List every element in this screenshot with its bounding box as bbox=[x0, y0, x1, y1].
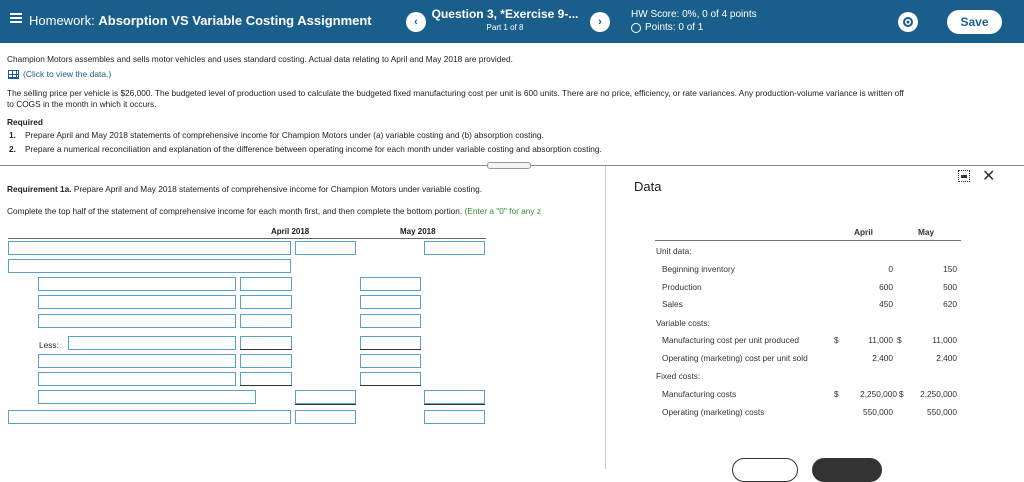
may-value-input[interactable] bbox=[424, 410, 485, 424]
april-sub-input[interactable] bbox=[240, 354, 292, 368]
homework-title bbox=[29, 13, 372, 28]
question-title: Question 3, *Exercise 9-... bbox=[431, 7, 579, 21]
data-row-label: Manufacturing cost per unit produced bbox=[662, 335, 799, 345]
underline bbox=[240, 349, 292, 350]
data-april-value: 0 bbox=[888, 264, 893, 274]
divider-handle[interactable] bbox=[487, 162, 531, 169]
april-sub-input[interactable] bbox=[240, 277, 292, 291]
data-april-value: 2,250,000 bbox=[860, 389, 897, 399]
variable-costs-heading: Variable costs: bbox=[656, 318, 710, 328]
may-value-input[interactable] bbox=[424, 390, 485, 404]
underline bbox=[295, 404, 356, 405]
underline bbox=[360, 349, 421, 350]
may-sub-input[interactable] bbox=[360, 354, 421, 368]
homework-name: Absorption VS Variable Costing Assignment bbox=[98, 13, 372, 28]
table-icon bbox=[8, 70, 19, 79]
data-may-value: 2,400 bbox=[936, 353, 957, 363]
underline bbox=[240, 385, 292, 386]
requirement-text: Prepare April and May 2018 statements of comprehensive income for Champion Motors under variable costing. bbox=[71, 184, 483, 194]
data-row-label: Beginning inventory bbox=[662, 264, 735, 274]
col-header-april: April 2018 bbox=[271, 227, 310, 236]
statement-label-input[interactable] bbox=[38, 295, 236, 309]
req2-number: 2. bbox=[9, 144, 16, 154]
requirement-label: Requirement 1a. bbox=[7, 184, 72, 194]
close-icon[interactable]: ✕ bbox=[982, 168, 996, 185]
requirement-1a bbox=[7, 184, 482, 194]
less-label: Less: bbox=[39, 340, 59, 350]
gear-icon[interactable] bbox=[898, 12, 918, 32]
prev-question-button[interactable]: ‹ bbox=[406, 12, 426, 32]
points-text: Points: 0 of 1 bbox=[645, 22, 704, 33]
data-may-value: 500 bbox=[943, 282, 957, 292]
req2-text: Prepare a numerical reconciliation and explanation of the difference between operating income for each month under variable costing and absorption costing. bbox=[25, 144, 602, 154]
fixed-costs-heading: Fixed costs: bbox=[656, 371, 701, 381]
statement-label-input[interactable] bbox=[8, 259, 291, 273]
may-sub-input[interactable] bbox=[360, 295, 421, 309]
data-april-value: 600 bbox=[879, 282, 893, 292]
data-may-value: 150 bbox=[943, 264, 957, 274]
data-may-value: 550,000 bbox=[927, 407, 957, 417]
data-april-value: 2,400 bbox=[872, 353, 893, 363]
may-sub-input[interactable] bbox=[360, 372, 421, 386]
points bbox=[631, 22, 703, 33]
next-question-button[interactable]: › bbox=[590, 12, 610, 32]
currency-symbol: $ bbox=[834, 335, 839, 345]
underline bbox=[424, 404, 485, 405]
question-part: Part 1 of 8 bbox=[486, 23, 524, 32]
currency-symbol: $ bbox=[899, 389, 904, 399]
data-row-label: Production bbox=[662, 282, 702, 292]
instructions-hint: (Enter a "0" for any z bbox=[464, 206, 541, 216]
april-sub-input[interactable] bbox=[240, 372, 292, 386]
unit-data-heading: Unit data: bbox=[656, 246, 692, 256]
data-col-april: April bbox=[854, 227, 873, 237]
data-april-value: 11,000 bbox=[868, 335, 893, 345]
top-bar bbox=[0, 0, 1024, 43]
menu-icon[interactable] bbox=[10, 13, 22, 23]
april-sub-input[interactable] bbox=[240, 295, 292, 309]
data-april-value: 550,000 bbox=[863, 407, 893, 417]
save-button[interactable]: Save bbox=[947, 10, 1002, 34]
april-value-input[interactable] bbox=[295, 410, 356, 424]
data-may-value: 2,250,000 bbox=[920, 389, 957, 399]
april-value-input[interactable] bbox=[295, 241, 356, 255]
underline bbox=[360, 385, 421, 386]
data-row-label: Sales bbox=[662, 299, 683, 309]
view-data-link[interactable] bbox=[8, 69, 111, 79]
problem-para1b: to COGS in the month in which it occurs. bbox=[7, 99, 157, 109]
data-may-value: 620 bbox=[943, 299, 957, 309]
data-col-may: May bbox=[918, 227, 935, 237]
print-button[interactable] bbox=[732, 458, 798, 482]
statement-label-input[interactable] bbox=[38, 354, 236, 368]
may-value-input[interactable] bbox=[424, 241, 485, 255]
required-heading: Required bbox=[7, 117, 43, 127]
req1-number: 1. bbox=[9, 130, 16, 140]
col-header-may: May 2018 bbox=[400, 227, 436, 236]
view-data-link-text[interactable]: (Click to view the data.) bbox=[23, 69, 112, 79]
statement-label-input[interactable] bbox=[8, 410, 291, 424]
minimize-icon[interactable] bbox=[958, 170, 970, 182]
statement-label-input[interactable] bbox=[38, 314, 236, 328]
may-sub-input[interactable] bbox=[360, 314, 421, 328]
currency-symbol: $ bbox=[897, 335, 902, 345]
data-row-label: Operating (marketing) cost per unit sold bbox=[662, 353, 808, 363]
problem-para1: The selling price per vehicle is $26,000. The budgeted level of production used to calculate the budgeted fixed manufacturing cost per unit is 600 units. There are no price, efficiency, or rate variances. Any production-volume variance is written off bbox=[7, 88, 904, 98]
instructions-text: Complete the top half of the statement of comprehensive income for each month first, and then complete the bottom portion. bbox=[7, 206, 465, 216]
data-panel-title: Data bbox=[634, 179, 662, 194]
data-april-value: 450 bbox=[879, 299, 893, 309]
april-sub-input[interactable] bbox=[240, 314, 292, 328]
data-may-value: 11,000 bbox=[932, 335, 957, 345]
april-value-input[interactable] bbox=[295, 390, 356, 404]
statement-label-input[interactable] bbox=[8, 241, 291, 255]
statement-label-input[interactable] bbox=[38, 277, 236, 291]
done-button[interactable] bbox=[812, 458, 882, 482]
hw-score: HW Score: 0%, 0 of 4 points bbox=[631, 9, 757, 20]
currency-symbol: $ bbox=[834, 389, 839, 399]
circle-status-icon bbox=[631, 23, 641, 33]
data-row-label: Operating (marketing) costs bbox=[662, 407, 765, 417]
data-row-label: Manufacturing costs bbox=[662, 389, 737, 399]
may-sub-input[interactable] bbox=[360, 336, 421, 350]
requirement-instructions bbox=[7, 206, 605, 216]
data-header-rule bbox=[655, 240, 961, 241]
statement-label-input[interactable] bbox=[38, 390, 256, 404]
homework-prefix: Homework: bbox=[29, 13, 99, 28]
statement-label-input[interactable] bbox=[38, 372, 236, 386]
req1-text: Prepare April and May 2018 statements of comprehensive income for Champion Motors under (a) variable costing and (b) absorption costing. bbox=[25, 130, 544, 140]
header-rule bbox=[8, 238, 486, 239]
april-sub-input[interactable] bbox=[240, 336, 292, 350]
problem-intro: Champion Motors assembles and sells motor vehicles and uses standard costing. Actual data relating to April and May 2018 are provided. bbox=[7, 54, 513, 64]
statement-label-input[interactable] bbox=[68, 336, 236, 350]
may-sub-input[interactable] bbox=[360, 277, 421, 291]
